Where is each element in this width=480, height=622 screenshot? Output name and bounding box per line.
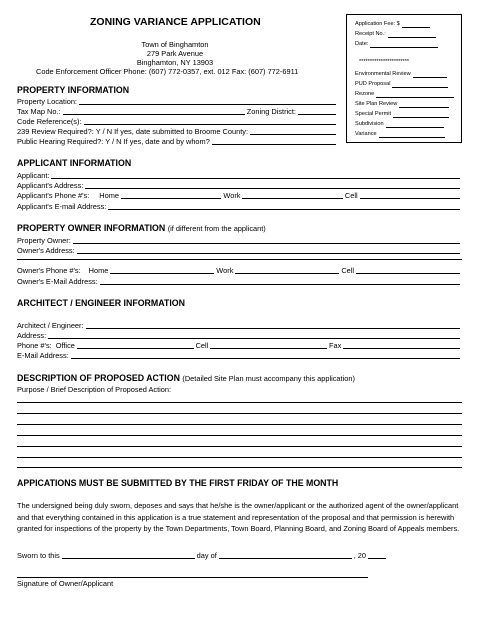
review-subdivision[interactable]: Subdivision [355,121,444,128]
signature-label: Signature of Owner/Applicant [17,579,114,588]
property-location-field[interactable]: Property Location: [17,97,338,106]
purpose-label: Purpose / Brief Description of Proposed Action: [17,385,172,394]
sworn-row[interactable]: Sworn to this day of , 20 [17,551,388,560]
owner-heading: PROPERTY OWNER INFORMATION (if different from the applicant) [17,223,266,233]
applicant-email-field[interactable]: Applicant's E-mail Address: [17,202,462,211]
date-field[interactable]: Date: [355,41,438,48]
applicant-heading: APPLICANT INFORMATION [17,158,132,168]
stars-divider: *********************** [359,59,410,65]
owner-address-field[interactable]: Owner's Address: [17,246,462,255]
purpose-line-3[interactable] [17,424,462,425]
signature-line[interactable] [17,577,368,578]
purpose-line-5[interactable] [17,446,462,447]
form-title: ZONING VARIANCE APPLICATION [90,16,261,28]
purpose-line-1[interactable] [17,402,462,403]
receipt-field[interactable]: Receipt No.: [355,31,436,38]
code-reference-field[interactable]: Code Reference(s): [17,117,338,126]
architect-email-field[interactable]: E-Mail Address: [17,351,462,360]
owner-field[interactable]: Property Owner: [17,236,462,245]
review-rezone[interactable]: Rezone [355,91,454,98]
owner-phone-row[interactable]: Owner's Phone #'s: Home Work Cell [17,266,462,275]
architect-phone-row[interactable]: Phone #'s: Office Cell Fax [17,341,462,350]
public-hearing-field[interactable]: Public Hearing Required?: Y / N If yes, date and by whom? [17,137,338,146]
owner-email-field[interactable]: Owner's E-Mail Address: [17,277,462,286]
purpose-line-2[interactable] [17,413,462,414]
review-special-permit[interactable]: Special Permit [355,111,449,118]
owner-address-line-2[interactable] [17,259,462,260]
org-street: 279 Park Avenue [146,49,204,58]
applicant-field[interactable]: Applicant: [17,171,462,180]
fee-field[interactable]: Application Fee: $ [355,21,430,28]
review-variance[interactable]: Variance [355,131,445,138]
architect-address-field[interactable]: Address: [17,331,462,340]
applicant-phone-row[interactable]: Applicant's Phone #'s: Home Work Cell [17,191,462,200]
review-environmental[interactable]: Environmental Review [355,71,447,78]
review-pud[interactable]: PUD Proposal [355,81,448,88]
review-site-plan[interactable]: Site Plan Review [355,101,449,108]
org-contact: Code Enforcement Officer Phone: (607) 772-0357, ext. 012 Fax: (607) 772-6911 [36,67,299,76]
architect-heading: ARCHITECT / ENGINEER INFORMATION [17,298,185,308]
review-required-field[interactable]: 239 Review Required?: Y / N If yes, date submitted to Broome County: [17,127,338,136]
oath-text: The undersigned being duly sworn, deposes and says that he/she is the owner/applicant or the authorized agent of the owner/applicant and that everything contained in this application is a true statement and representation of the proposal and that permission is herewith granted for inspections of the property by the Town Departments, Town Board, Planning Board, and Zoning Board of Appeals members. [17,501,460,533]
purpose-line-6[interactable] [17,457,462,458]
action-heading: DESCRIPTION OF PROPOSED ACTION (Detailed Site Plan must accompany this application) [17,373,355,383]
tax-map-row[interactable]: Tax Map No.: Zoning District: [17,107,338,116]
office-use-box [346,14,462,143]
architect-field[interactable]: Architect / Engineer: [17,321,462,330]
deadline-notice: APPICATIONS MUST BE SUBMITTED BY THE FIRST FRIDAY OF THE MONTH [17,478,339,488]
purpose-line-7[interactable] [17,467,462,468]
applicant-address-field[interactable]: Applicant's Address: [17,181,462,190]
property-heading: PROPERTY INFORMATION [17,85,130,95]
org-name: Town of Binghamton [141,40,209,49]
org-city: Binghamton, NY 13903 [136,58,214,67]
purpose-line-4[interactable] [17,435,462,436]
